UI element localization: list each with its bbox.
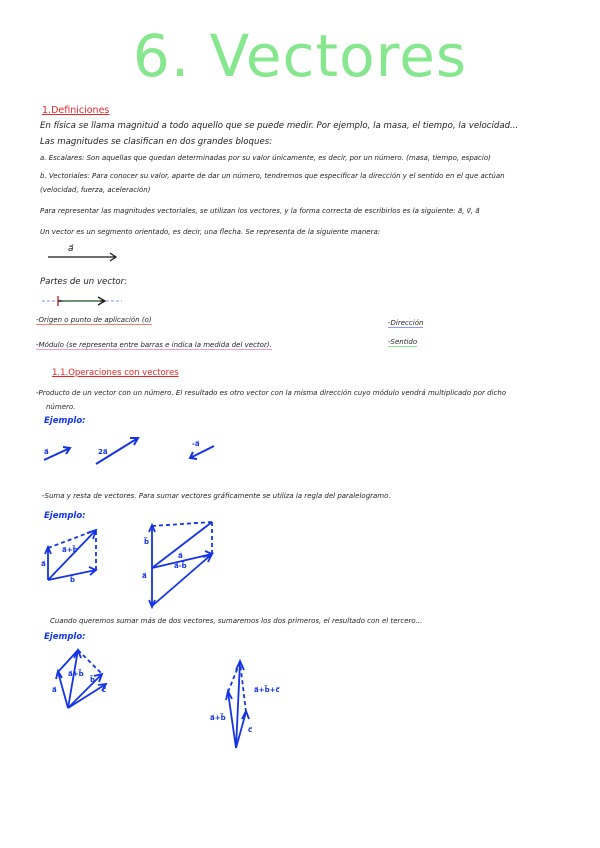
section-heading-operaciones: 1.1.Operaciones con vectores [52, 368, 179, 378]
label: a⃗ [142, 572, 147, 580]
part-module: -Módulo (se representa entre barras e indica la medida del vector). [36, 341, 272, 349]
label: a⃗ [52, 686, 57, 694]
label: b⃗ [144, 538, 150, 546]
text-line: (velocidad, fuerza, aceleración) [40, 186, 151, 194]
label-a: a⃗ [44, 448, 49, 456]
part-origin: -Origen o punto de aplicación (o) [36, 316, 152, 324]
text-line: Las magnitudes se clasifican en dos grandes bloques: [40, 137, 273, 147]
parts-title: Partes de un vector: [40, 277, 128, 287]
scalar-product-figure [40, 430, 240, 470]
label: b⃗ [70, 576, 76, 584]
label: a⃗+b⃗ [62, 546, 78, 554]
part-sense: -Sentido [388, 338, 418, 346]
label: c⃗ [248, 726, 253, 734]
text-line: En física se llama magnitud a todo aquello que se puede medir. Por ejemplo, la masa, el tiempo, la velocidad... [40, 121, 519, 131]
label: c⃗ [102, 686, 107, 694]
example-label: Ejemplo: [44, 632, 86, 642]
part-direction: -Dirección [388, 319, 424, 327]
page-title: 6. Vectores [132, 22, 468, 90]
section-heading-definiciones: 1.Definiciones [42, 105, 110, 116]
vector-parts-figure [42, 294, 124, 308]
text-line: -Producto de un vector con un número. El resultado es otro vector con la misma dirección cuyo módulo vendrá multiplicado por dicho [36, 389, 507, 397]
label: a⃗+b⃗ [210, 714, 226, 722]
text-line: -Suma y resta de vectores. Para sumar vectores gráficamente se utiliza la regla del paralelogramo. [42, 492, 391, 500]
label: a⃗ [41, 560, 46, 568]
text-line: b. Vectoriales: Para conocer su valor, aparte de dar un número, tendremos que especificar la dirección y el sentido en el que actúan [40, 172, 505, 180]
example-label: Ejemplo: [44, 416, 86, 426]
label: a⃗ [178, 552, 183, 560]
multi-vector-sum-figure [40, 640, 300, 758]
vector-arrow-example [46, 240, 126, 264]
text-line: a. Escalares: Son aquellas que quedan determinadas por su valor únicamente, es decir, por un número. (masa, tiempo, espacio) [40, 154, 491, 162]
text-line: Cuando queremos sumar más de dos vectores, sumaremos los dos primeros, el resultado con el tercero... [50, 617, 423, 625]
vector-label: a⃗ [68, 244, 74, 254]
label: a⃗+b⃗+c⃗ [254, 686, 280, 694]
text-line: número. [46, 403, 76, 411]
label-neg-a: -a⃗ [192, 440, 200, 448]
text-line: Un vector es un segmento orientado, es decir, una flecha. Se representa de la siguiente manera: [40, 228, 381, 236]
parallelogram-figure [40, 520, 240, 612]
label: b⃗ [90, 676, 96, 684]
example-label: Ejemplo: [44, 511, 86, 521]
label-2a: 2a⃗ [98, 448, 108, 456]
label: a⃗+b⃗ [68, 670, 84, 678]
text-line: Para representar las magnitudes vectoriales, se utilizan los vectores, y la forma correcta de escribirlos es la siguiente: a⃗, v⃗, a⃗ [40, 207, 480, 215]
label: a⃗-b⃗ [174, 562, 187, 570]
